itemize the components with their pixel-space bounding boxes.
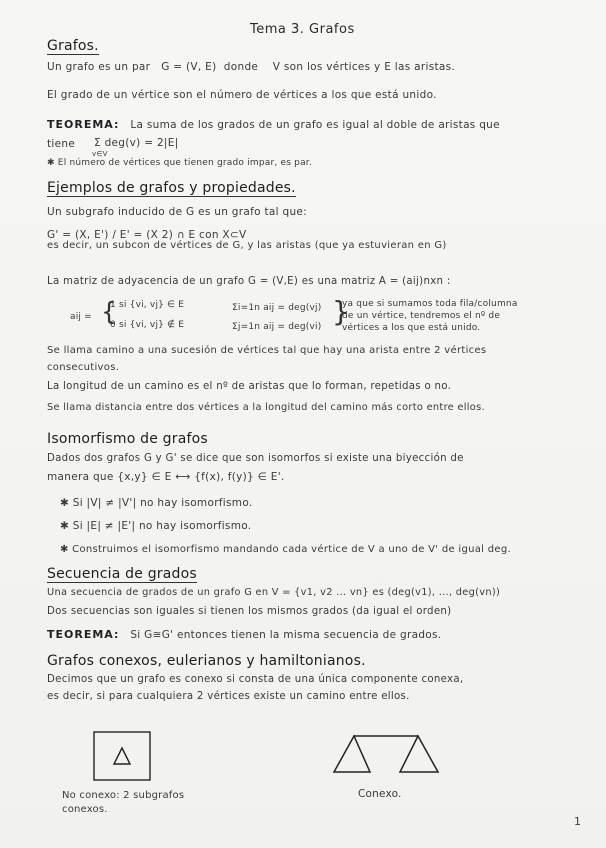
triangle-subgraph (114, 748, 130, 764)
secuencia-definition: Una secuencia de grados de un grafo G en V = {v1, v2 ... vn} es (deg(v1), ..., deg(vn)) (47, 587, 501, 598)
aij-label: aij = (70, 312, 92, 322)
sum-note-line1: ya que si sumamos toda fila/columna (342, 299, 518, 309)
tiene-word: tiene (47, 138, 76, 150)
section-heading-secuencia: Secuencia de grados (47, 566, 197, 582)
conexo-definition: Decimos que un grafo es conexo si consta de una única componente conexa, (47, 674, 464, 685)
section-heading-grafos: Grafos. (47, 38, 99, 54)
definition-line (47, 61, 455, 73)
conexo-definition-cont: es decir, si para cualquiera 2 vértices existe un camino entre ellos. (47, 691, 410, 702)
isomorfismo-bullet-construct: ✱ Construimos el isomorfismo mandando cada vértice de V a uno de V' de igual deg. (60, 544, 511, 555)
isomorfismo-line2: manera que {x,y} ∈ E ⟷ {f(x), f(y)} ∈ E'. (47, 471, 285, 483)
secuencia-equality: Dos secuencias son iguales si tienen los mismos grados (da igual el orden) (47, 606, 452, 617)
subgrafo-definition: Un subgrafo inducido de G es un grafo tal que: (47, 206, 308, 218)
column-sum-formula: Σi=1n aij = deg(vj) (232, 303, 322, 313)
sum-note-line2: de un vértice, tendremos el nº de (342, 311, 501, 321)
section-heading-isomorfismo: Isomorfismo de grafos (47, 431, 208, 447)
camino-definition-cont: consecutivos. (47, 362, 120, 373)
teorema-text: La suma de los grados de un grafo es igual al doble de aristas que (130, 119, 500, 131)
connected-graph-figure (326, 730, 446, 780)
isomorfismo-line1: Dados dos grafos G y G' se dice que son isomorfos si existe una biyección de (47, 453, 464, 464)
caption-not-connected-cont: conexos. (62, 804, 108, 815)
star-note-odd-degree: ✱ El número de vértices que tienen grado impar, es par. (47, 158, 312, 168)
section-heading-conexos: Grafos conexos, eulerianos y hamiltonianos. (47, 653, 366, 669)
caption-not-connected: No conexo: 2 subgrafos (62, 790, 185, 801)
definition-prefix: Un grafo es un par (47, 61, 151, 73)
section-heading-ejemplos: Ejemplos de grafos y propiedades. (47, 180, 296, 196)
definition-middle: donde (223, 61, 259, 73)
square-subgraph (94, 732, 150, 780)
secuencia-teorema-line (47, 628, 441, 641)
es-decir-line: es decir, un subcon de vértices de G, y las aristas (que ya estuvieran en G) (47, 240, 447, 251)
sum-note-line3: vértices a los que está unido. (342, 323, 481, 333)
subgrafo-formula: G' = (X, E') / E' = (X 2) ∩ E con X⊂V (47, 229, 247, 241)
note-brace: } (332, 295, 351, 328)
caption-connected: Conexo. (358, 788, 402, 800)
secuencia-teorema-text: Si G≅G' entonces tienen la misma secuencia de grados. (130, 629, 442, 641)
right-triangle (400, 736, 438, 772)
case-zero: 0 si {vi, vj} ∉ E (110, 320, 185, 330)
page-number: 1 (574, 815, 582, 828)
teorema-line (47, 118, 500, 131)
matriz-adyacencia: La matriz de adyacencia de un grafo G = (V,E) es una matriz A = (aij)nxn : (47, 276, 451, 287)
distancia-definition: Se llama distancia entre dos vértices a la longitud del camino más corto entre ellos. (47, 402, 485, 413)
camino-definition: Se llama camino a una sucesión de vértices tal que hay una arista entre 2 vértices (47, 345, 487, 356)
isomorfismo-bullet-edges: ✱ Si |E| ≠ |E'| no hay isomorfismo. (60, 520, 252, 532)
case-one: 1 si {vi, vj} ∈ E (110, 300, 185, 310)
secuencia-teorema-label: TEOREMA: (47, 628, 120, 641)
page-title: Tema 3. Grafos (250, 22, 355, 37)
left-triangle (334, 736, 370, 772)
row-sum-formula: Σj=1n aij = deg(vi) (232, 322, 322, 332)
cases-brace: { (101, 297, 118, 326)
grado-definition: El grado de un vértice son el número de vértices a los que está unido. (47, 89, 437, 101)
degree-sum-formula: Σ deg(v) = 2|E| (94, 137, 179, 149)
isomorfismo-bullet-vertices: ✱ Si |V| ≠ |V'| no hay isomorfismo. (60, 497, 253, 509)
not-connected-graph-figure (88, 728, 158, 784)
longitud-definition: La longitud de un camino es el nº de aristas que lo forman, repetidas o no. (47, 381, 452, 392)
definition-formula: G = (V, E) (161, 61, 217, 73)
teorema-label: TEOREMA: (47, 118, 120, 131)
degree-sum-subscript: v∈V (92, 150, 108, 158)
definition-suffix: V son los vértices y E las aristas. (272, 61, 456, 73)
